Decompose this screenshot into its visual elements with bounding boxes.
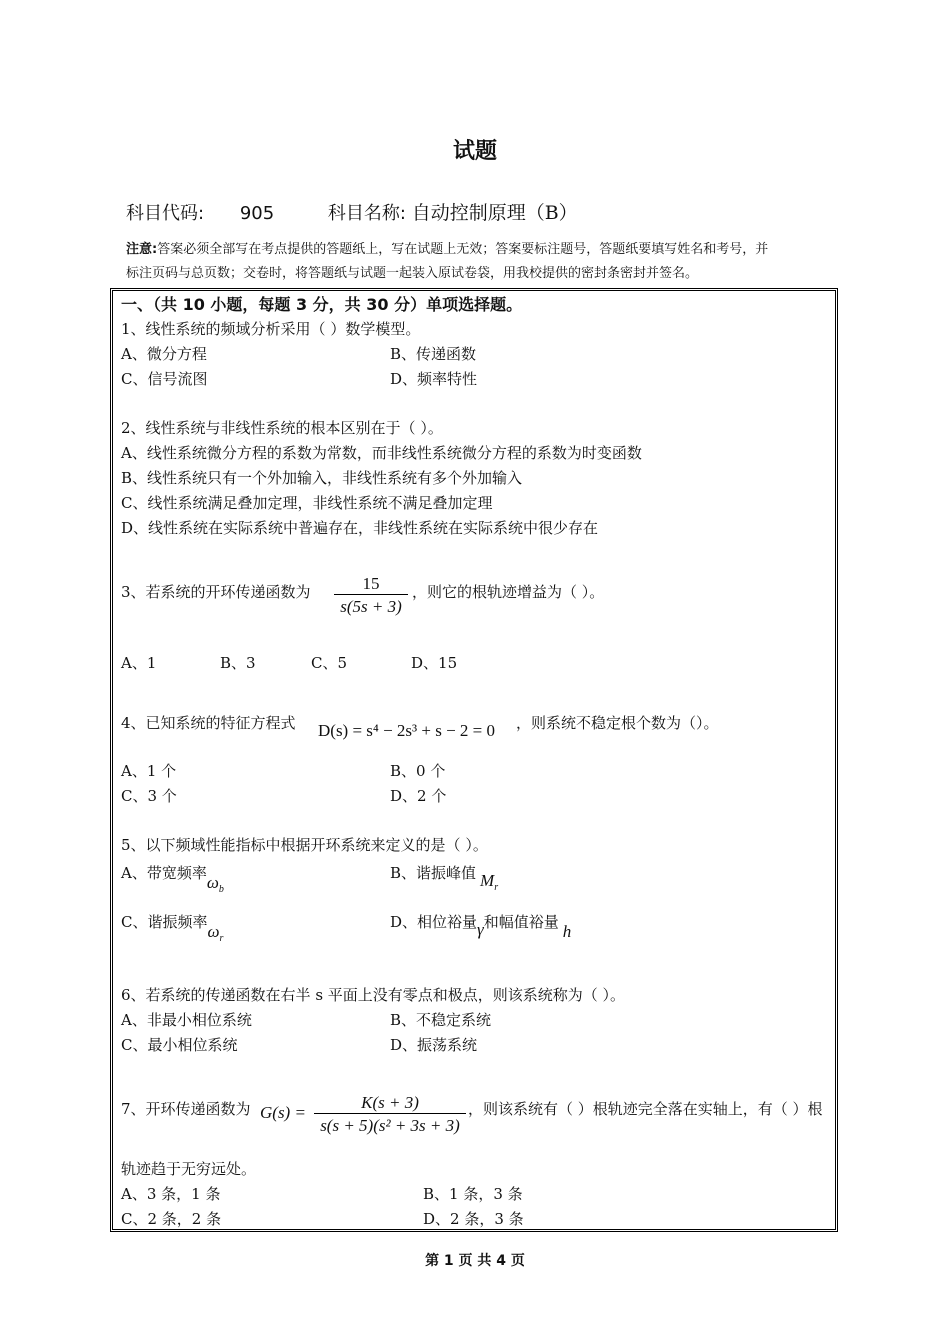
q5-option-c-text: C、谐振频率	[121, 913, 208, 931]
q2-option-d: D、线性系统在实际系统中普遍存在，非线性系统在实际系统中很少存在	[121, 519, 599, 537]
notice-line2: 标注页码与总页数；交卷时，将答题纸与试题一起装入原试卷袋，用我校提供的密封条密封并签名。	[126, 266, 699, 281]
q4-option-d: D、2 个	[390, 787, 447, 805]
q3-stem-pre: 3、若系统的开环传递函数为	[121, 583, 311, 601]
q1-option-d: D、频率特性	[390, 370, 478, 388]
q4-option-b: B、0 个	[390, 762, 446, 780]
q3-stem-post: ，则它的根轨迹增益为（ ）。	[412, 583, 605, 601]
q5-a-sub: b	[218, 884, 224, 895]
q5-option-a	[121, 862, 224, 895]
q5-option-d-text1: D、相位裕量	[390, 913, 478, 931]
q4-stem-pre: 4、已知系统的特征方程式	[121, 714, 296, 732]
q5-option-d-text2: 和幅值裕量	[483, 913, 559, 931]
h-symbol: h	[562, 922, 572, 941]
q6-option-a: A、非最小相位系统	[121, 1011, 252, 1029]
q3-denominator-text: s(5s + 3)	[340, 597, 402, 616]
q5-a-sym: ω	[206, 873, 219, 892]
section-heading: 一、（共 10 小题，每题 3 分，共 30 分）单项选择题。	[121, 295, 523, 314]
q3-denominator	[334, 594, 408, 617]
subject-code-label: 科目代码:	[126, 203, 205, 224]
q5-option-b-text: B、谐振峰值	[390, 864, 477, 882]
q2-option-a: A、线性系统微分方程的系数为常数，而非线性系统微分方程的系数为时变函数	[121, 444, 642, 462]
q6-option-b: B、不稳定系统	[390, 1011, 492, 1029]
exam-title: 试题	[452, 139, 497, 164]
q3-numerator: 15	[362, 574, 380, 593]
omega-r-symbol	[207, 922, 224, 944]
q2-option-c: C、线性系统满足叠加定理，非线性系统不满足叠加定理	[121, 494, 493, 512]
q5-stem: 5、以下频域性能指标中根据开环系统来定义的是（ ）。	[121, 836, 488, 854]
subject-line	[126, 198, 578, 225]
q4-option-c: C、3 个	[121, 787, 177, 805]
q7-option-b: B、1 条，3 条	[423, 1185, 523, 1203]
q1-option-b: B、传递函数	[390, 345, 477, 363]
notice-line1: 答案必须全部写在考点提供的答题纸上，写在试题上无效；答案要标注题号，答题纸要填写姓名和考号，并	[157, 242, 769, 257]
q1-option-c: C、信号流图	[121, 370, 208, 388]
q4-equation: D(s) = s⁴ − 2s³ + s − 2 = 0	[318, 721, 496, 740]
q7-denominator: s(s + 5)(s² + 3s + 3)	[320, 1116, 460, 1135]
q7-fraction	[314, 1093, 466, 1136]
q5-b-sym: M	[480, 871, 495, 890]
q2-option-b: B、线性系统只有一个外加输入，非线性系统有多个外加输入	[121, 469, 523, 487]
q7-option-c: C、2 条，2 条	[121, 1210, 222, 1228]
q7-stem-pre: 7、开环传递函数为	[121, 1100, 251, 1118]
q7-stem-cont: 轨迹趋于无穷远处。	[121, 1160, 257, 1178]
q3-option-c: C、5	[311, 654, 348, 672]
q3-fraction	[334, 574, 408, 617]
omega-b-symbol	[206, 873, 224, 895]
q7-option-a: A、3 条，1 条	[121, 1185, 221, 1203]
q5-c-sub: r	[219, 933, 224, 944]
q7-lhs: G(s) =	[260, 1103, 306, 1122]
q7-stem-post: ，则该系统有（ ）根轨迹完全落在实轴上，有（ ）根	[468, 1100, 823, 1118]
q5-option-b	[390, 862, 499, 893]
q1-stem: 1、线性系统的频域分析采用（ ）数学模型。	[121, 320, 421, 338]
q7-denominator-wrap	[314, 1113, 466, 1136]
q6-option-c: C、最小相位系统	[121, 1036, 238, 1054]
subject-code-value: 905	[239, 203, 275, 224]
page-footer: 第 1 页 共 4 页	[425, 1253, 525, 1269]
q6-option-d: D、振荡系统	[390, 1036, 478, 1054]
q6-stem: 6、若系统的传递函数在右半 s 平面上没有零点和极点，则该系统称为（ ）。	[121, 986, 626, 1004]
q2-stem: 2、线性系统与非线性系统的根本区别在于（ ）。	[121, 419, 443, 437]
notice	[126, 238, 836, 286]
q7-numerator: K(s + 3)	[361, 1093, 419, 1112]
q5-c-sym: ω	[207, 922, 220, 941]
gamma-symbol: γ	[477, 920, 484, 939]
q5-option-a-text: A、带宽频率	[121, 864, 207, 882]
q4-stem-post: ，则系统不稳定根个数为（）。	[516, 714, 719, 732]
q5-option-d	[390, 911, 572, 941]
q3-option-b: B、3	[220, 654, 256, 672]
notice-label: 注意:	[126, 242, 158, 257]
subject-name-label: 科目名称:	[327, 203, 406, 224]
q7-option-d: D、2 条，3 条	[423, 1210, 524, 1228]
q4-option-a: A、1 个	[121, 762, 177, 780]
q1-option-a: A、微分方程	[121, 345, 207, 363]
q3-option-d: D、15	[411, 654, 458, 672]
m-r-symbol	[480, 871, 499, 893]
q5-b-sub: r	[494, 882, 499, 893]
q5-option-c	[121, 911, 224, 944]
subject-name-value: 自动控制原理（B）	[411, 202, 578, 224]
q3-option-a: A、1	[121, 654, 157, 672]
